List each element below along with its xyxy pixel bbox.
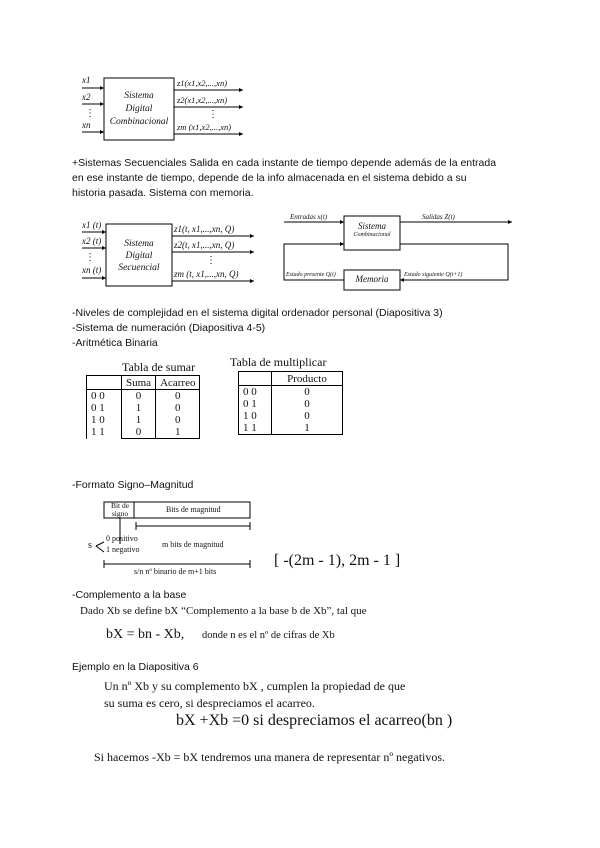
memory-diagram-lines — [282, 210, 518, 294]
combinational-diagram — [78, 74, 278, 144]
bits-magnitud-label: Bits de magnitud — [166, 505, 221, 514]
table-cell: 0 1 1 0 — [122, 390, 156, 439]
combinational-block — [104, 90, 174, 129]
seq-output-zm: zm (t, x1,...,xn, Q) — [174, 269, 239, 279]
positivo-label: 0 positivo — [106, 534, 138, 543]
input-x2-label: x2 — [82, 92, 91, 102]
sequential-block — [106, 238, 172, 274]
seq-input-x1: x1 (t) — [82, 220, 102, 230]
input-xn-label: xn — [82, 120, 91, 130]
table-row — [87, 390, 200, 439]
signo-magnitud-heading: -Formato Signo–Magnitud — [72, 479, 194, 491]
paragraph-line-3: historia pasada. Sistema con memoria. — [72, 187, 254, 199]
block-line-1: Sistema — [124, 91, 154, 101]
tabla-sumar-title: Tabla de sumar — [122, 360, 196, 374]
list-item: -Sistema de numeración (Diapositiva 4-5) — [72, 322, 266, 334]
seq-output-z1: z1(t, x1,...,xn, Q) — [174, 224, 235, 234]
paragraph-line-1: +Sistemas Secuenciales Salida en cada instante de tiempo depende además de la entrada — [72, 157, 497, 169]
seq-block-line-3: Secuencial — [118, 263, 160, 273]
table-header-empty — [87, 376, 122, 390]
combinational-block-small — [344, 222, 400, 240]
s-label: s — [88, 540, 92, 551]
seq-input-xn: xn (t) — [82, 265, 102, 275]
complemento-donde: donde n es el nº de cifras de Xb — [202, 630, 335, 641]
tabla-sumar — [86, 375, 200, 439]
small-block-line-2: Combinacional — [353, 232, 391, 238]
seq-output-dots: ⋮ — [206, 255, 216, 266]
negativo-label: 1 negativo — [106, 545, 140, 554]
table-cell: 0 0 0 1 1 0 1 1 — [87, 390, 122, 439]
table-header-empty — [239, 372, 272, 386]
table-header-producto: Producto — [272, 372, 343, 386]
estado-presente-label: Estado presente Q(t) — [286, 272, 336, 278]
signo-magnitud-range: [ -(2m - 1), 2m - 1 ] — [274, 552, 401, 569]
sequential-diagram — [78, 218, 278, 290]
small-block-line-1: Sistema — [358, 221, 386, 231]
input-dots: ⋮ — [85, 108, 95, 119]
paragraph-line-2: en ese instante de tiempo, depende de la info almacenada en el sistema debido a su — [72, 172, 467, 184]
signo-magnitud-figure — [84, 500, 264, 578]
block-line-2: Digital — [125, 104, 153, 114]
ejemplo-text — [104, 678, 405, 712]
ejemplo-line-1: Un nº Xb y su complemento bX , cumplen la propiedad de que — [104, 679, 406, 693]
table-cell: 0 0 0 1 1 0 1 1 — [239, 386, 272, 435]
table-cell: 0 0 0 1 — [272, 386, 343, 435]
table-header-row — [239, 372, 343, 386]
complemento-formula: bX = bn - Xb, — [106, 627, 185, 642]
seq-input-dots: ⋮ — [85, 252, 95, 263]
table-header-suma: Suma — [122, 376, 156, 390]
estado-siguiente-label: Estado siguiente Q(t+1) — [404, 272, 463, 278]
list-item: -Niveles de complejidad en el sistema digital ordenador personal (Diapositiva 3) — [72, 307, 443, 319]
salidas-label: Salidas Z(t) — [422, 213, 455, 221]
table-row — [239, 386, 343, 435]
ejemplo-formula: bX +Xb =0 si despreciamos el acarreo(bn ) — [176, 712, 453, 729]
memory-diagram — [282, 210, 518, 294]
table-cell: 0 0 0 1 — [156, 390, 200, 439]
tabla-multiplicar-title: Tabla de multiplicar — [230, 355, 327, 369]
input-x1-label: x1 — [82, 75, 91, 85]
m-bits-label: m bits de magnitud — [162, 540, 224, 549]
output-zm-label: zm (x1,x2,...,xn) — [177, 122, 232, 132]
output-dots: ⋮ — [208, 109, 218, 120]
tabla-multiplicar — [238, 371, 343, 435]
complemento-heading: -Complemento a la base — [72, 589, 187, 601]
memoria-block: Memoria — [355, 274, 389, 284]
entradas-label: Entradas x(t) — [290, 213, 328, 221]
output-z2-label: z2(x1,x2,...,xn) — [177, 95, 228, 105]
topic-list — [72, 306, 443, 351]
bit-signo-label: Bit de signo — [110, 501, 130, 518]
block-line-3: Combinacional — [109, 117, 169, 127]
ejemplo-line-2: su suma es cero, si despreciamos el acarreo. — [104, 696, 315, 710]
ejemplo-conclusion: Si hacemos -Xb = bX tendremos una manera de representar nº negativos. — [94, 750, 446, 764]
seq-output-z2: z2(t, x1,...,xn, Q) — [174, 240, 235, 250]
binario-label: s/n nº binario de m+1 bits — [134, 567, 217, 576]
table-header-row — [87, 376, 200, 390]
seq-block-line-1: Sistema — [124, 239, 154, 249]
sequential-paragraph — [72, 156, 496, 201]
list-item: -Aritmética Binaria — [72, 337, 158, 349]
complemento-definition: Dado Xb se define bX “Complemento a la base b de Xb”, tal que — [80, 605, 367, 617]
table-header-acarreo: Acarreo — [156, 376, 200, 390]
output-z1-label: z1(x1,x2,...,xn) — [177, 78, 228, 88]
ejemplo-heading: Ejemplo en la Diapositiva 6 — [72, 661, 199, 673]
seq-block-line-2: Digital — [125, 251, 153, 261]
seq-input-x2: x2 (t) — [82, 236, 102, 246]
